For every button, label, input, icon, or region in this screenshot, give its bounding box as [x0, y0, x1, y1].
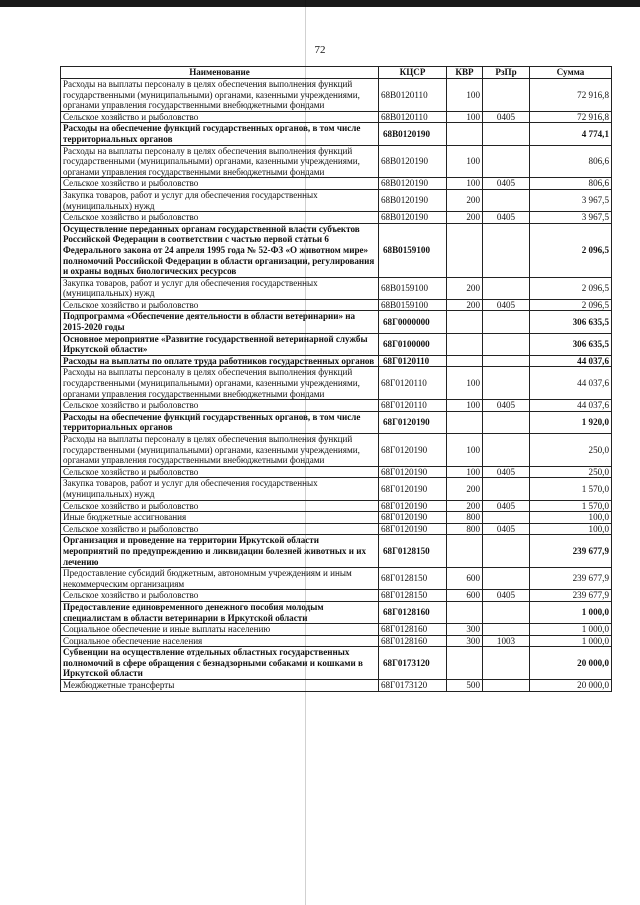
row-sum-cell: 2 096,5	[530, 223, 612, 277]
row-kvr-cell: 300	[447, 624, 483, 636]
row-rzpr-cell: 0405	[483, 111, 530, 123]
row-rzpr-cell: 0405	[483, 212, 530, 224]
row-kcsr-cell: 68Г0128150	[379, 590, 447, 602]
table-row	[61, 523, 612, 535]
column-header-rzpr: РзПр	[483, 67, 530, 79]
row-sum-cell: 239 677,9	[530, 590, 612, 602]
row-rzpr-cell	[483, 277, 530, 299]
row-sum-cell: 1 570,0	[530, 478, 612, 500]
row-kvr-cell: 200	[447, 299, 483, 311]
row-rzpr-cell	[483, 123, 530, 145]
row-sum-cell: 806,6	[530, 178, 612, 190]
row-rzpr-cell	[483, 624, 530, 636]
row-kcsr-cell: 68Г0128160	[379, 624, 447, 636]
column-header-sum: Сумма	[530, 67, 612, 79]
table-row	[61, 466, 612, 478]
table-row	[61, 223, 612, 277]
row-sum-cell: 250,0	[530, 434, 612, 467]
row-rzpr-cell	[483, 223, 530, 277]
row-rzpr-cell	[483, 145, 530, 178]
row-kcsr-cell: 68В0120110	[379, 79, 447, 112]
row-rzpr-cell	[483, 568, 530, 590]
row-name-cell: Сельское хозяйство и рыболовство	[61, 500, 379, 512]
table-row	[61, 635, 612, 647]
row-sum-cell: 1 000,0	[530, 624, 612, 636]
table-row	[61, 601, 612, 623]
row-kvr-cell: 200	[447, 212, 483, 224]
scan-top-edge	[0, 0, 640, 7]
row-kcsr-cell: 68Г0120190	[379, 466, 447, 478]
row-kvr-cell: 600	[447, 590, 483, 602]
row-rzpr-cell: 0405	[483, 500, 530, 512]
row-kvr-cell	[447, 333, 483, 355]
row-kcsr-cell: 68Г0120190	[379, 478, 447, 500]
row-name-cell: Сельское хозяйство и рыболовство	[61, 523, 379, 535]
row-kvr-cell	[447, 355, 483, 367]
row-kvr-cell: 100	[447, 111, 483, 123]
row-sum-cell: 806,6	[530, 145, 612, 178]
row-sum-cell: 1 920,0	[530, 411, 612, 433]
row-name-cell: Предоставление субсидий бюджетным, автономным учреждениям и иным некоммерческим организациям	[61, 568, 379, 590]
row-name-cell: Субвенции на осуществление отдельных областных государственных полномочий в сфере обращения с безнадзорными собаками и кошками в Иркутской области	[61, 647, 379, 680]
row-rzpr-cell: 0405	[483, 466, 530, 478]
row-name-cell: Межбюджетные трансферты	[61, 680, 379, 692]
row-rzpr-cell	[483, 311, 530, 333]
row-kcsr-cell: 68Г0173120	[379, 647, 447, 680]
row-sum-cell: 239 677,9	[530, 568, 612, 590]
row-kvr-cell	[447, 123, 483, 145]
row-kcsr-cell: 68Г0120190	[379, 500, 447, 512]
row-kvr-cell	[447, 311, 483, 333]
row-name-cell: Расходы на обеспечение функций государственных органов, в том числе территориальных органов	[61, 123, 379, 145]
row-kvr-cell: 200	[447, 500, 483, 512]
table-row	[61, 355, 612, 367]
row-sum-cell: 20 000,0	[530, 680, 612, 692]
row-name-cell: Сельское хозяйство и рыболовство	[61, 466, 379, 478]
row-kvr-cell: 200	[447, 277, 483, 299]
row-kvr-cell: 100	[447, 367, 483, 400]
row-rzpr-cell: 0405	[483, 178, 530, 190]
row-name-cell: Расходы на выплаты персоналу в целях обеспечения выполнения функций государственными (муниципальными) органами, казенными учреждениями, органами управления государственными внебюджетными фондами	[61, 145, 379, 178]
table-row	[61, 178, 612, 190]
row-kvr-cell: 300	[447, 635, 483, 647]
row-kcsr-cell: 68Г0128160	[379, 601, 447, 623]
row-sum-cell: 72 916,8	[530, 111, 612, 123]
table-row	[61, 79, 612, 112]
table-row	[61, 145, 612, 178]
table-row	[61, 680, 612, 692]
row-kvr-cell: 200	[447, 478, 483, 500]
column-header-kcsr: КЦСР	[379, 67, 447, 79]
row-kvr-cell: 500	[447, 680, 483, 692]
table-row	[61, 333, 612, 355]
row-name-cell: Сельское хозяйство и рыболовство	[61, 590, 379, 602]
page-number: 72	[314, 44, 326, 56]
row-kvr-cell: 100	[447, 466, 483, 478]
row-rzpr-cell	[483, 333, 530, 355]
row-kcsr-cell: 68Г0120190	[379, 512, 447, 524]
row-name-cell: Предоставление единовременного денежного пособия молодым специалистам в области ветеринарии в Иркутской области	[61, 601, 379, 623]
row-name-cell: Сельское хозяйство и рыболовство	[61, 111, 379, 123]
row-kvr-cell: 200	[447, 189, 483, 211]
row-kcsr-cell: 68В0120110	[379, 111, 447, 123]
row-name-cell: Основное мероприятие «Развитие государственной ветеринарной службы Иркутской области»	[61, 333, 379, 355]
row-rzpr-cell	[483, 434, 530, 467]
row-rzpr-cell	[483, 478, 530, 500]
row-kcsr-cell: 68Г0120190	[379, 523, 447, 535]
row-rzpr-cell	[483, 512, 530, 524]
row-kvr-cell: 100	[447, 400, 483, 412]
row-sum-cell: 100,0	[530, 512, 612, 524]
table-row	[61, 535, 612, 568]
table-row	[61, 400, 612, 412]
row-kcsr-cell: 68В0120190	[379, 123, 447, 145]
row-kvr-cell	[447, 647, 483, 680]
row-kvr-cell: 800	[447, 512, 483, 524]
row-kvr-cell: 800	[447, 523, 483, 535]
row-rzpr-cell	[483, 189, 530, 211]
row-rzpr-cell: 0405	[483, 523, 530, 535]
row-name-cell: Закупка товаров, работ и услуг для обеспечения государственных (муниципальных) нужд	[61, 189, 379, 211]
row-kcsr-cell: 68Г0128150	[379, 568, 447, 590]
row-sum-cell: 2 096,5	[530, 277, 612, 299]
table-row	[61, 478, 612, 500]
row-kvr-cell: 600	[447, 568, 483, 590]
table-row	[61, 500, 612, 512]
table-row	[61, 434, 612, 467]
row-name-cell: Иные бюджетные ассигнования	[61, 512, 379, 524]
row-kcsr-cell: 68Г0120110	[379, 355, 447, 367]
row-kcsr-cell: 68В0159100	[379, 277, 447, 299]
row-name-cell: Закупка товаров, работ и услуг для обеспечения государственных (муниципальных) нужд	[61, 478, 379, 500]
row-sum-cell: 44 037,6	[530, 367, 612, 400]
row-sum-cell: 4 774,1	[530, 123, 612, 145]
row-name-cell: Расходы на обеспечение функций государственных органов, в том числе территориальных органов	[61, 411, 379, 433]
row-rzpr-cell	[483, 647, 530, 680]
row-name-cell: Расходы на выплаты персоналу в целях обеспечения выполнения функций государственными (муниципальными) органами, казенными учреждениями, органами управления государственными внебюджетными фондами	[61, 434, 379, 467]
row-name-cell: Расходы на выплаты персоналу в целях обеспечения выполнения функций государственными (муниципальными) органами, казенными учреждениями, органами управления государственными внебюджетными фондами	[61, 367, 379, 400]
row-sum-cell: 3 967,5	[530, 189, 612, 211]
row-rzpr-cell	[483, 367, 530, 400]
column-header-name: Наименование	[61, 67, 379, 79]
table-row	[61, 568, 612, 590]
row-sum-cell: 1 570,0	[530, 500, 612, 512]
row-kcsr-cell: 68В0120190	[379, 189, 447, 211]
row-name-cell: Социальное обеспечение населения	[61, 635, 379, 647]
table-row	[61, 311, 612, 333]
row-kvr-cell: 100	[447, 434, 483, 467]
row-rzpr-cell: 1003	[483, 635, 530, 647]
row-sum-cell: 72 916,8	[530, 79, 612, 112]
column-header-kvr: КВР	[447, 67, 483, 79]
row-kcsr-cell: 68Г0128150	[379, 535, 447, 568]
table-row	[61, 123, 612, 145]
table-row	[61, 512, 612, 524]
row-kvr-cell	[447, 411, 483, 433]
row-kcsr-cell: 68В0120190	[379, 178, 447, 190]
row-sum-cell: 44 037,6	[530, 355, 612, 367]
row-rzpr-cell	[483, 411, 530, 433]
table-row	[61, 624, 612, 636]
row-sum-cell: 20 000,0	[530, 647, 612, 680]
row-kcsr-cell: 68Г0173120	[379, 680, 447, 692]
row-kvr-cell	[447, 535, 483, 568]
row-sum-cell: 239 677,9	[530, 535, 612, 568]
row-name-cell: Расходы на выплаты персоналу в целях обеспечения выполнения функций государственными (муниципальными) органами, казенными учреждениями, органами управления государственными внебюджетными фондами	[61, 79, 379, 112]
row-rzpr-cell: 0405	[483, 590, 530, 602]
row-name-cell: Организация и проведение на территории Иркутской области мероприятий по предупреждению и ликвидации болезней животных и их лечению	[61, 535, 379, 568]
row-kvr-cell	[447, 223, 483, 277]
row-kcsr-cell: 68В0159100	[379, 299, 447, 311]
row-sum-cell: 306 635,5	[530, 333, 612, 355]
row-kvr-cell	[447, 601, 483, 623]
row-name-cell: Сельское хозяйство и рыболовство	[61, 212, 379, 224]
row-kvr-cell: 100	[447, 79, 483, 112]
row-name-cell: Социальное обеспечение и иные выплаты населению	[61, 624, 379, 636]
row-kcsr-cell: 68Г0120190	[379, 411, 447, 433]
row-sum-cell: 1 000,0	[530, 601, 612, 623]
row-sum-cell: 44 037,6	[530, 400, 612, 412]
row-kcsr-cell: 68Г0100000	[379, 333, 447, 355]
table-header-row	[61, 67, 612, 79]
row-sum-cell: 306 635,5	[530, 311, 612, 333]
row-name-cell: Закупка товаров, работ и услуг для обеспечения государственных (муниципальных) нужд	[61, 277, 379, 299]
row-kcsr-cell: 68Г0120190	[379, 434, 447, 467]
table-body	[61, 79, 612, 692]
row-kcsr-cell: 68Г0128160	[379, 635, 447, 647]
table-row	[61, 647, 612, 680]
row-rzpr-cell: 0405	[483, 299, 530, 311]
row-rzpr-cell	[483, 535, 530, 568]
row-kcsr-cell: 68В0120190	[379, 212, 447, 224]
row-sum-cell: 1 000,0	[530, 635, 612, 647]
table-row	[61, 590, 612, 602]
row-name-cell: Расходы на выплаты по оплате труда работников государственных органов	[61, 355, 379, 367]
row-kcsr-cell: 68Г0000000	[379, 311, 447, 333]
row-kcsr-cell: 68Г0120110	[379, 400, 447, 412]
row-kvr-cell: 100	[447, 145, 483, 178]
row-name-cell: Сельское хозяйство и рыболовство	[61, 178, 379, 190]
row-kcsr-cell: 68В0120190	[379, 145, 447, 178]
row-name-cell: Подпрограмма «Обеспечение деятельности в области ветеринарии» на 2015-2020 годы	[61, 311, 379, 333]
row-sum-cell: 250,0	[530, 466, 612, 478]
row-rzpr-cell: 0405	[483, 400, 530, 412]
row-kvr-cell: 100	[447, 178, 483, 190]
table-row	[61, 367, 612, 400]
row-kcsr-cell: 68В0159100	[379, 223, 447, 277]
budget-table	[60, 66, 612, 692]
row-sum-cell: 2 096,5	[530, 299, 612, 311]
table-row	[61, 299, 612, 311]
row-sum-cell: 3 967,5	[530, 212, 612, 224]
row-rzpr-cell	[483, 355, 530, 367]
row-rzpr-cell	[483, 680, 530, 692]
row-sum-cell: 100,0	[530, 523, 612, 535]
table-row	[61, 189, 612, 211]
table-row	[61, 411, 612, 433]
table-row	[61, 212, 612, 224]
row-name-cell: Сельское хозяйство и рыболовство	[61, 299, 379, 311]
row-name-cell: Осуществление переданных органам государственной власти субъектов Российской Федерации в соответствии с частью первой статьи 6 Федерального закона от 24 апреля 1995 года № 52-ФЗ «О животном мире» полномочий Российской Федерации в области организации, регулирования и охраны водных биологических ресурсов	[61, 223, 379, 277]
row-rzpr-cell	[483, 79, 530, 112]
table-row	[61, 277, 612, 299]
row-kcsr-cell: 68Г0120110	[379, 367, 447, 400]
table-row	[61, 111, 612, 123]
row-rzpr-cell	[483, 601, 530, 623]
row-name-cell: Сельское хозяйство и рыболовство	[61, 400, 379, 412]
